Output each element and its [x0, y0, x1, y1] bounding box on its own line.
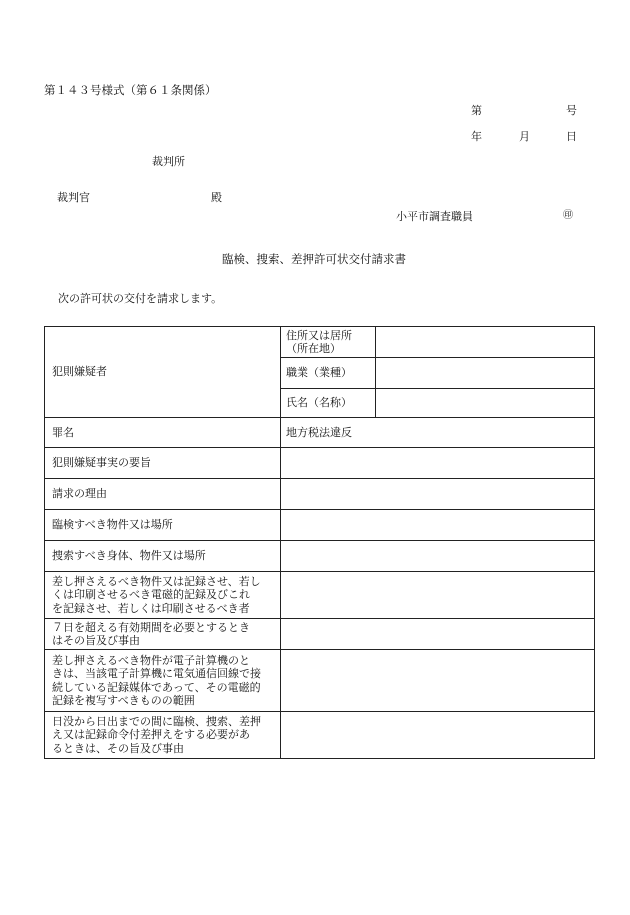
judge-label: 裁判官: [57, 191, 90, 204]
crime-label: 罪名: [45, 418, 281, 448]
table-row: [45, 619, 595, 650]
doc-number-prefix: 第: [471, 104, 482, 117]
officer-label: 小平市調査職員: [396, 210, 473, 223]
table-row: [45, 541, 595, 572]
date-day-label: 日: [566, 130, 577, 143]
occupation-label: 職業（業種）: [281, 358, 376, 389]
table-row: [45, 418, 595, 448]
computer-value[interactable]: [281, 650, 595, 712]
search-value[interactable]: [281, 541, 595, 572]
table-row: [45, 448, 595, 479]
table-row: [45, 479, 595, 510]
occupation-value[interactable]: [376, 358, 595, 389]
table-row: [45, 650, 595, 712]
table-row: [45, 327, 595, 358]
facts-value[interactable]: [281, 448, 595, 479]
night-value[interactable]: [281, 712, 595, 759]
validity-value[interactable]: [281, 619, 595, 650]
seize-label: 差し押さえるべき物件又は記録させ、若し くは印刷させるべき電磁的記録及びこれ を記録させ、若しくは印刷させるべき者: [45, 572, 281, 619]
inspect-label: 臨検すべき物件又は場所: [45, 510, 281, 541]
reason-value[interactable]: [281, 479, 595, 510]
night-label: 日没から日出までの間に臨検、捜索、差押 え又は記録命令付差押えをする必要があ るときは、その旨及び事由: [45, 712, 281, 759]
suspect-label: 犯則嫌疑者: [45, 327, 281, 418]
crime-value[interactable]: 地方税法違反: [281, 418, 595, 448]
table-row: [45, 712, 595, 759]
intro-text: 次の許可状の交付を請求します。: [58, 292, 223, 305]
court-name: 裁判所: [152, 155, 185, 168]
request-form-table: [44, 326, 595, 759]
form-number: 第１４３号様式（第６１条関係）: [44, 83, 217, 97]
validity-label: ７日を超える有効期間を必要とするとき はその旨及び事由: [45, 619, 281, 650]
inspect-value[interactable]: [281, 510, 595, 541]
date-month-label: 月: [519, 130, 530, 143]
name-value[interactable]: [376, 389, 595, 418]
reason-label: 請求の理由: [45, 479, 281, 510]
address-value[interactable]: [376, 327, 595, 358]
seal-mark-icon: ㊞: [563, 210, 573, 221]
table-row: [45, 510, 595, 541]
computer-label: 差し押さえるべき物件が電子計算機のと きは、当該電子計算機に電気通信回線で接 続している記録媒体であって、その電磁的 記録を複写すべきものの範囲: [45, 650, 281, 712]
facts-label: 犯則嫌疑事実の要旨: [45, 448, 281, 479]
seize-value[interactable]: [281, 572, 595, 619]
address-label: 住所又は居所 （所在地）: [281, 327, 376, 358]
search-label: 捜索すべき身体、物件又は場所: [45, 541, 281, 572]
doc-number-suffix: 号: [566, 104, 577, 117]
document-title: 臨検、捜索、差押許可状交付請求書: [222, 252, 406, 266]
name-label: 氏名（名称）: [281, 389, 376, 418]
judge-honorific: 殿: [211, 191, 222, 204]
table-row: [45, 572, 595, 619]
date-year-label: 年: [471, 130, 482, 143]
